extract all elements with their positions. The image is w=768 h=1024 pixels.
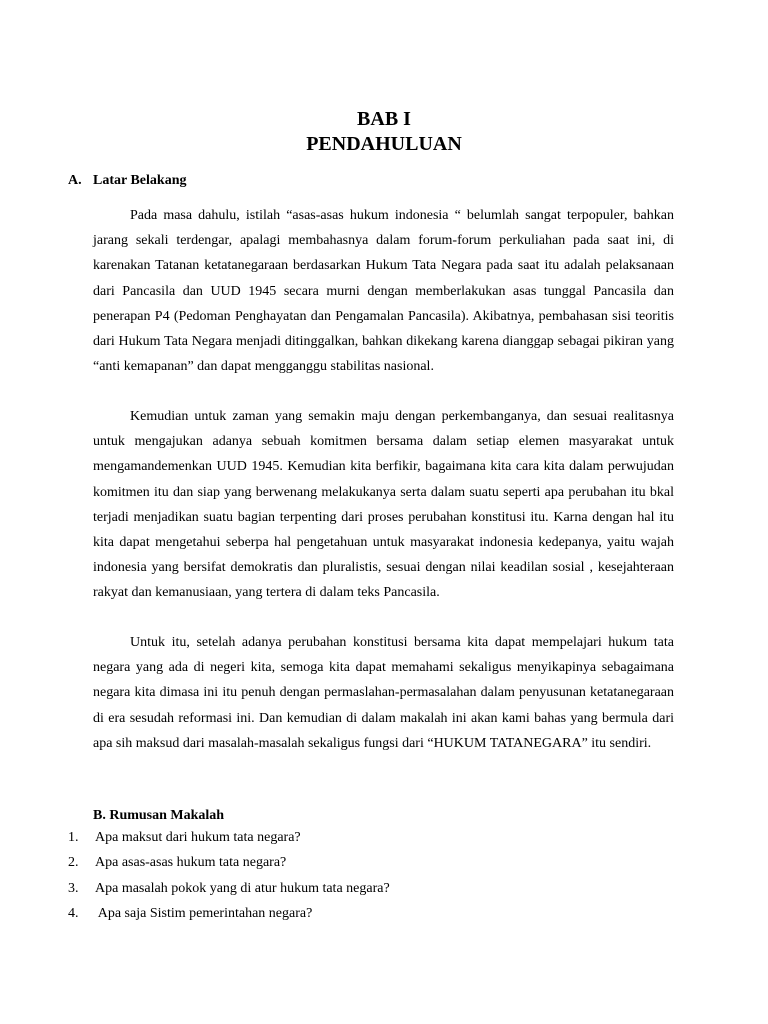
section-a-title: Latar Belakang — [93, 173, 187, 188]
list-item-number: 1. — [68, 830, 79, 845]
paragraph-3: Untuk itu, setelah adanya perubahan konstitusi bersama kita dapat mempelajari hukum tata negara yang ada di negeri kita, semoga kita dapat memahami sekaligus menyikapinya sebagaimana negara kita dimasa ini itu penuh dengan permaslahan-permasalahan dalam penyusunan ketatanegaraan di era sesudah reformasi ini. Dan kemudian di dalam makalah ini akan kami bahas yang bermula dari apa sih maksud dari masalah-masalah sekaligus fungsi dari “HUKUM TATANEGARA” itu sendiri. — [93, 635, 674, 751]
chapter-title: PENDAHULUAN — [306, 133, 462, 155]
list-item-text: Apa masalah pokok yang di atur hukum tata negara? — [95, 880, 390, 896]
list-item-text: Apa asas-asas hukum tata negara? — [95, 855, 287, 871]
list-item-number: 4. — [68, 905, 79, 921]
list-item-text: Apa maksut dari hukum tata negara? — [95, 830, 301, 845]
section-b-title: B. Rumusan Makalah — [93, 808, 225, 823]
paragraph-1: Pada masa dahulu, istilah “asas-asas hukum indonesia “ belumlah sangat terpopuler, bahkan jarang sekali terdengar, apalagi membahasnya dalam forum-forum perkuliahan pada saat ini, di karenakan Tatanan ketatanegaraan berdasarkan Hukum Tata Negara pada saat itu adalah pelaksanaan dari Pancasila dan UUD 1945 secara murni dengan memberlakukan asas tunggal Pancasila dan penerapan P4 (Pedoman Penghayatan dan Pengamalan Pancasila). Akibatnya, pembahasan sisi teoritis dari Hukum Tata Negara menjadi ditinggalkan, bahkan dikekang karena dianggap sebagai pikiran yang “anti kemapanan” dan dapat mengganggu stabilitas nasional. — [93, 208, 674, 375]
paragraph-2: Kemudian untuk zaman yang semakin maju dengan perkembanganya, dan sesuai realitasnya untuk mengajukan adanya sebuah komitmen bersama dalam setiap elemen masyarakat untuk mengamandemenkan UUD 1945. Kemudian kita berfikir, bagaimana kita cara kita dalam perwujudan komitmen itu dan siap yang berwenang melakukanya serta dalam suatu seperti apa perubahan itu bkal terjadi menjadikan suatu bagian terpenting dari proses perubahan konstitusi itu. Karna dengan hal itu kita dapat mengetahui seberpa hal pengetahuan untuk masyarakat indonesia kedepanya, yaitu wajah indonesia yang bersifat demokratis dan pluralistis, sesuai dengan nilai keadilan sosial , kesejahteraan rakyat dan kemanusiaan, yang tertera di dalam teks Pancasila. — [93, 409, 674, 601]
section-a-label: A. — [68, 173, 82, 188]
chapter-number: BAB I — [357, 108, 411, 130]
list-item-text: Apa saja Sistim pemerintahan negara? — [95, 905, 313, 921]
list-item-number: 2. — [68, 855, 79, 871]
list-item-number: 3. — [68, 880, 79, 896]
